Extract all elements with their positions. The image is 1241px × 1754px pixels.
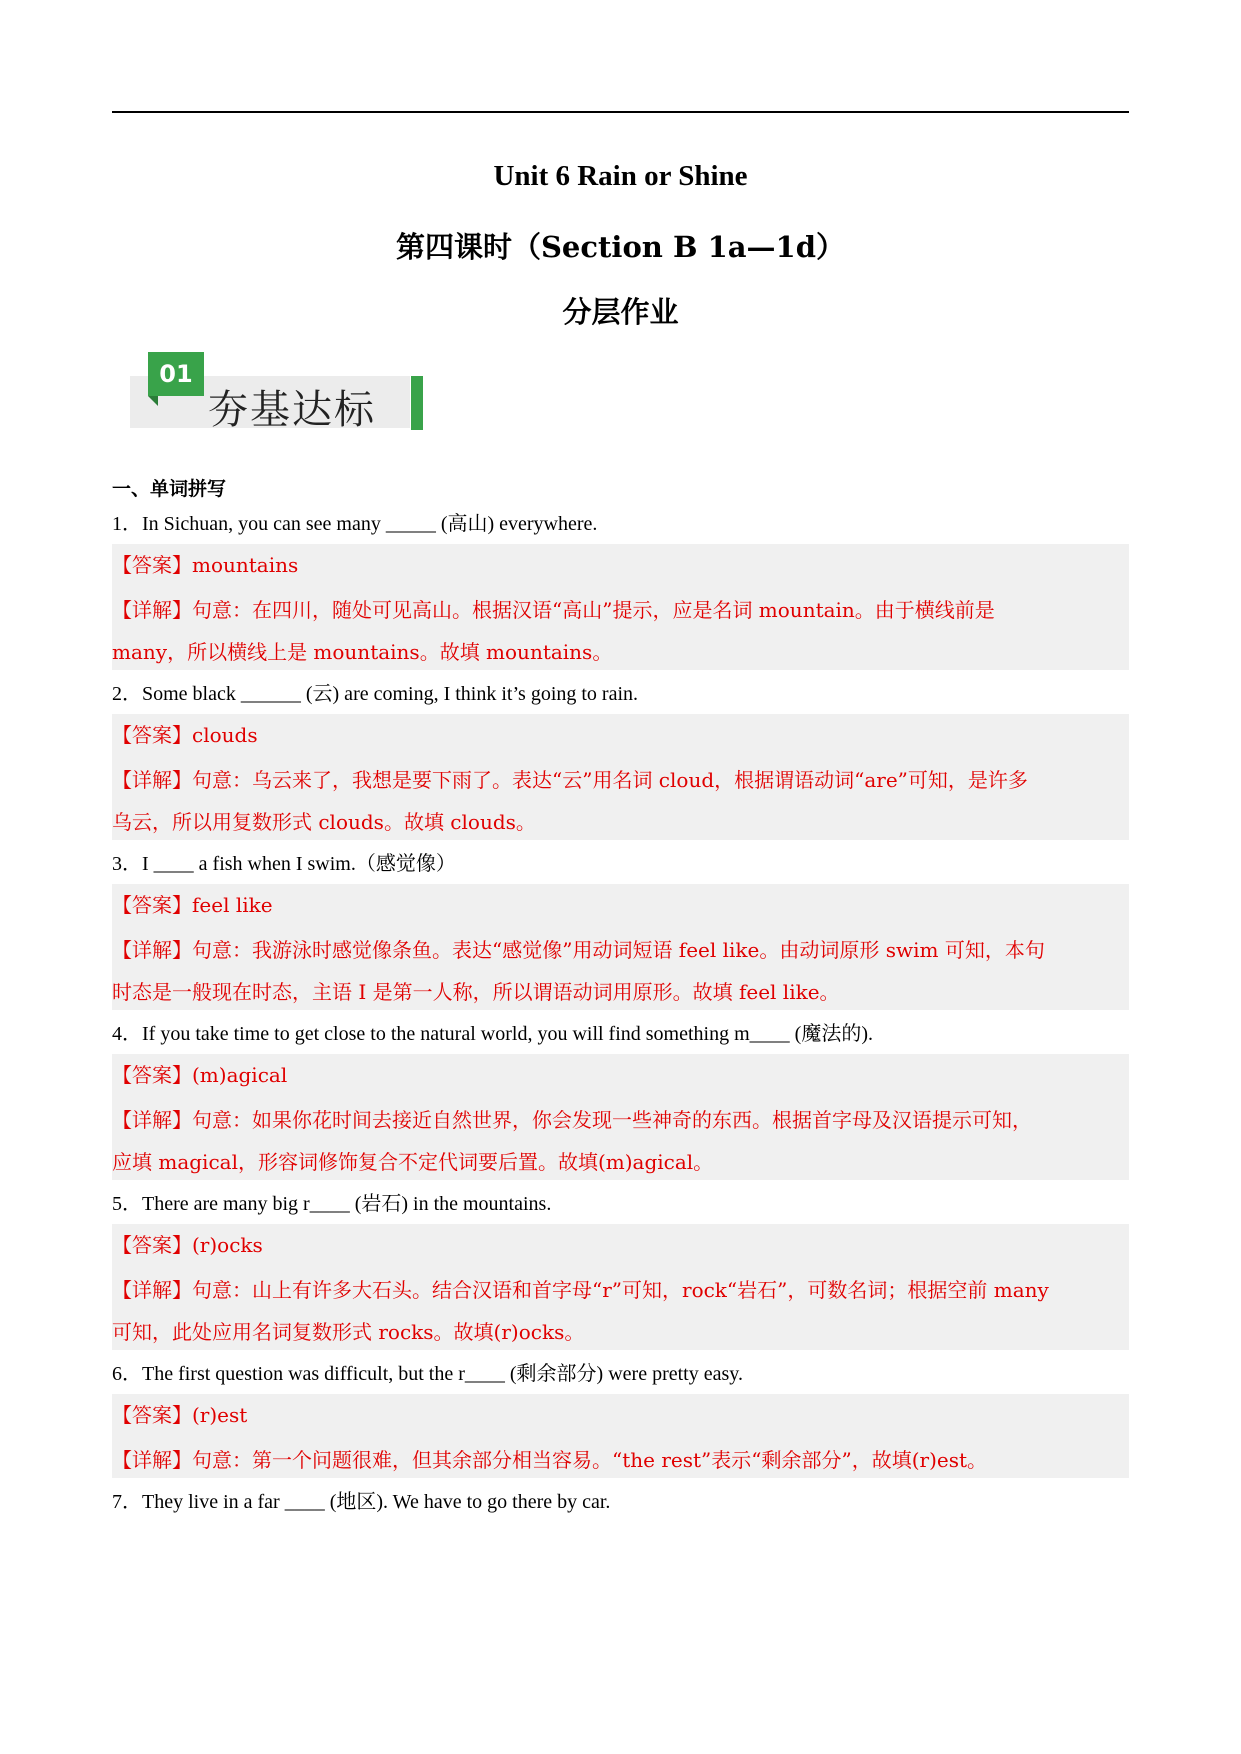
answer-box-2 bbox=[112, 714, 1129, 840]
document-title: Unit 6 Rain or Shine bbox=[493, 160, 748, 192]
detail-2-line-2: 乌云，所以用复数形式 clouds。故填 clouds。 bbox=[112, 810, 536, 834]
homework-subtitle: 分层作业 bbox=[562, 295, 679, 329]
exercise-content bbox=[112, 474, 1129, 1522]
detail-6-line-1: 【详解】句意：第一个问题很难，但其余部分相当容易。“the rest”表示“剩余部分”，故填(r)est。 bbox=[112, 1448, 988, 1472]
answer-1: 【答案】mountains bbox=[112, 553, 299, 577]
section-heading: 一、单词拼写 bbox=[112, 478, 227, 500]
answer-box-5 bbox=[112, 1224, 1129, 1350]
question-6: 6．The first question was difficult, but the r____ (剩余部分) were pretty easy. bbox=[112, 1363, 743, 1385]
detail-4-line-1: 【详解】句意：如果你花时间去接近自然世界，你会发现一些神奇的东西。根据首字母及汉语提示可知， bbox=[112, 1108, 1032, 1132]
detail-5-line-2: 可知，此处应用名词复数形式 rocks。故填(r)ocks。 bbox=[112, 1320, 585, 1344]
banner-label: 夯基达标 bbox=[208, 387, 376, 433]
answer-box-3 bbox=[112, 884, 1129, 1010]
detail-4-line-2: 应填 magical，形容词修饰复合不定代词要后置。故填(m)agical。 bbox=[112, 1150, 714, 1174]
question-5: 5．There are many big r____ (岩石) in the mountains. bbox=[112, 1193, 552, 1215]
answer-box-6 bbox=[112, 1394, 1129, 1478]
answer-2: 【答案】clouds bbox=[112, 723, 258, 747]
detail-1-line-1: 【详解】句意：在四川，随处可见高山。根据汉语“高山”提示，应是名词 mountain。由于横线前是 bbox=[112, 598, 995, 622]
header-rule bbox=[112, 111, 1129, 113]
answer-box-4 bbox=[112, 1054, 1129, 1180]
banner-number-badge: 01 bbox=[148, 352, 204, 396]
answer-5: 【答案】(r)ocks bbox=[112, 1233, 263, 1257]
banner-accent-bar bbox=[411, 376, 423, 430]
answer-3: 【答案】feel like bbox=[112, 893, 273, 917]
lesson-subtitle: 第四课时（Section B 1a—1d） bbox=[395, 230, 846, 264]
detail-3-line-1: 【详解】句意：我游泳时感觉像条鱼。表达“感觉像”用动词短语 feel like。由动词原形 swim 可知，本句 bbox=[112, 938, 1045, 962]
detail-5-line-1: 【详解】句意：山上有许多大石头。结合汉语和首字母“r”可知，rock“岩石”，可数名词；根据空前 many bbox=[112, 1278, 1049, 1302]
question-3: 3．I ____ a fish when I swim.（感觉像） bbox=[112, 853, 456, 875]
answer-box-1 bbox=[112, 544, 1129, 670]
answer-6: 【答案】(r)est bbox=[112, 1403, 248, 1427]
question-4: 4．If you take time to get close to the natural world, you will find something m____ (魔法的). bbox=[112, 1023, 873, 1045]
question-7: 7．They live in a far ____ (地区). We have to go there by car. bbox=[112, 1491, 611, 1513]
question-2: 2．Some black ______ (云) are coming, I think it’s going to rain. bbox=[112, 683, 639, 705]
answer-4: 【答案】(m)agical bbox=[112, 1063, 288, 1087]
section-banner bbox=[130, 348, 425, 432]
detail-1-line-2: many，所以横线上是 mountains。故填 mountains。 bbox=[112, 640, 613, 664]
detail-2-line-1: 【详解】句意：乌云来了，我想是要下雨了。表达“云”用名词 cloud，根据谓语动词“are”可知，是许多 bbox=[112, 768, 1028, 792]
question-1: 1．In Sichuan, you can see many _____ (高山) everywhere. bbox=[112, 513, 598, 535]
detail-3-line-2: 时态是一般现在时态，主语 I 是第一人称，所以谓语动词用原形。故填 feel like。 bbox=[112, 980, 840, 1004]
